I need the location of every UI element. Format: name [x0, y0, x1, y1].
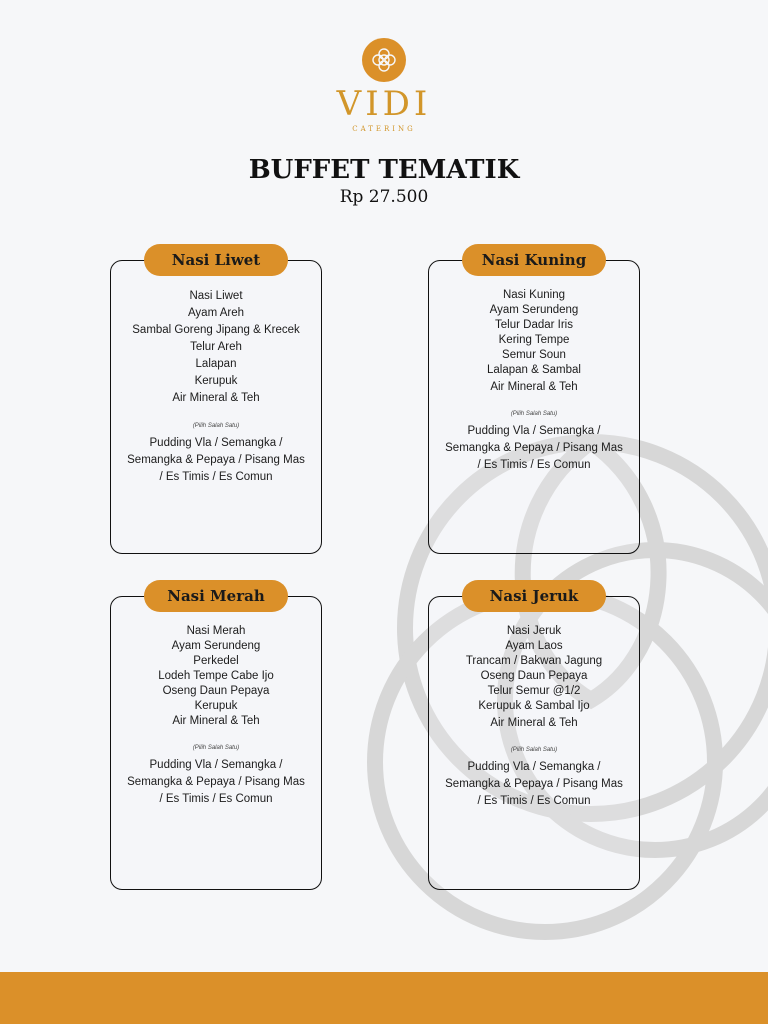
menu-items-list: [429, 288, 639, 474]
menu-items-list: [111, 624, 321, 808]
dessert-option: Pudding Vla / Semangka /: [149, 437, 283, 449]
menu-item: Oseng Daun Pepaya: [480, 670, 588, 682]
menu-item: Telur Dadar Iris: [495, 319, 573, 331]
menu-item: Lalapan & Sambal: [487, 364, 581, 376]
menu-item: Nasi Liwet: [189, 290, 243, 302]
menu-title-badge: Nasi Jeruk: [462, 580, 606, 612]
dessert-option: Semangka & Pepaya / Pisang Mas: [127, 776, 305, 788]
menu-card-nasi-liwet: [110, 251, 322, 554]
menu-item: Nasi Jeruk: [506, 625, 562, 637]
dessert-option: / Es Timis / Es Comun: [159, 793, 273, 805]
menu-item: Air Mineral & Teh: [490, 717, 578, 729]
dessert-option: Pudding Vla / Semangka /: [467, 425, 601, 437]
menu-item: Kerupuk: [194, 700, 238, 712]
menu-item: Lalapan: [195, 358, 237, 370]
dessert-option: Semangka & Pepaya / Pisang Mas: [127, 454, 305, 466]
menu-item: Kerupuk: [194, 375, 238, 387]
package-price: Rp 27.500: [339, 187, 429, 207]
dessert-option: Semangka & Pepaya / Pisang Mas: [445, 778, 623, 790]
menu-item: Semur Soun: [502, 349, 566, 361]
menu-card-nasi-kuning: [428, 251, 640, 554]
menu-item: Air Mineral & Teh: [172, 392, 260, 404]
menu-item: Trancam / Bakwan Jagung: [465, 655, 603, 667]
menu-item: Nasi Kuning: [502, 289, 565, 301]
dessert-option: Pudding Vla / Semangka /: [149, 759, 283, 771]
menu-item: Telur Semur @1/2: [487, 685, 581, 697]
menu-title-badge: Nasi Kuning: [462, 244, 606, 276]
menu-card-nasi-jeruk: [428, 587, 640, 890]
menu-items-list: [429, 624, 639, 810]
menu-item: Ayam Serundeng: [171, 640, 261, 652]
menu-item: Ayam Areh: [187, 307, 245, 319]
brand-subtitle: CATERING: [352, 125, 416, 133]
choose-one-note: (Pilih Salah Satu): [510, 747, 558, 753]
menu-item: Ayam Serundeng: [489, 304, 579, 316]
menu-item: Nasi Merah: [186, 625, 246, 637]
dessert-option: / Es Timis / Es Comun: [159, 471, 273, 483]
vidi-logo-icon: [361, 37, 407, 83]
menu-item: Oseng Daun Pepaya: [162, 685, 270, 697]
menu-item: Ayam Laos: [505, 640, 563, 652]
brand-name: VIDI: [336, 84, 432, 124]
menu-item: Air Mineral & Teh: [172, 715, 260, 727]
dessert-option: / Es Timis / Es Comun: [477, 795, 591, 807]
menu-item: Kering Tempe: [498, 334, 570, 346]
menu-item: Perkedel: [193, 655, 239, 667]
choose-one-note: (Pilih Salah Satu): [510, 411, 558, 417]
menu-item: Telur Areh: [190, 341, 242, 353]
menu-item: Lodeh Tempe Cabe Ijo: [158, 670, 274, 682]
footer-bar: [0, 972, 768, 1024]
menu-title-badge: Nasi Liwet: [144, 244, 288, 276]
menu-card-nasi-merah: [110, 587, 322, 890]
page-title: BUFFET TEMATIK: [248, 155, 520, 185]
menu-item: Kerupuk & Sambal Ijo: [478, 700, 590, 712]
menu-title-badge: Nasi Merah: [144, 580, 288, 612]
menu-item: Air Mineral & Teh: [490, 381, 578, 393]
dessert-option: / Es Timis / Es Comun: [477, 459, 591, 471]
menu-item: Sambal Goreng Jipang & Krecek: [132, 324, 300, 336]
choose-one-note: (Pilih Salah Satu): [192, 745, 240, 751]
menu-items-list: [111, 288, 321, 486]
dessert-option: Semangka & Pepaya / Pisang Mas: [445, 442, 623, 454]
dessert-option: Pudding Vla / Semangka /: [467, 761, 601, 773]
choose-one-note: (Pilih Salah Satu): [192, 423, 240, 429]
